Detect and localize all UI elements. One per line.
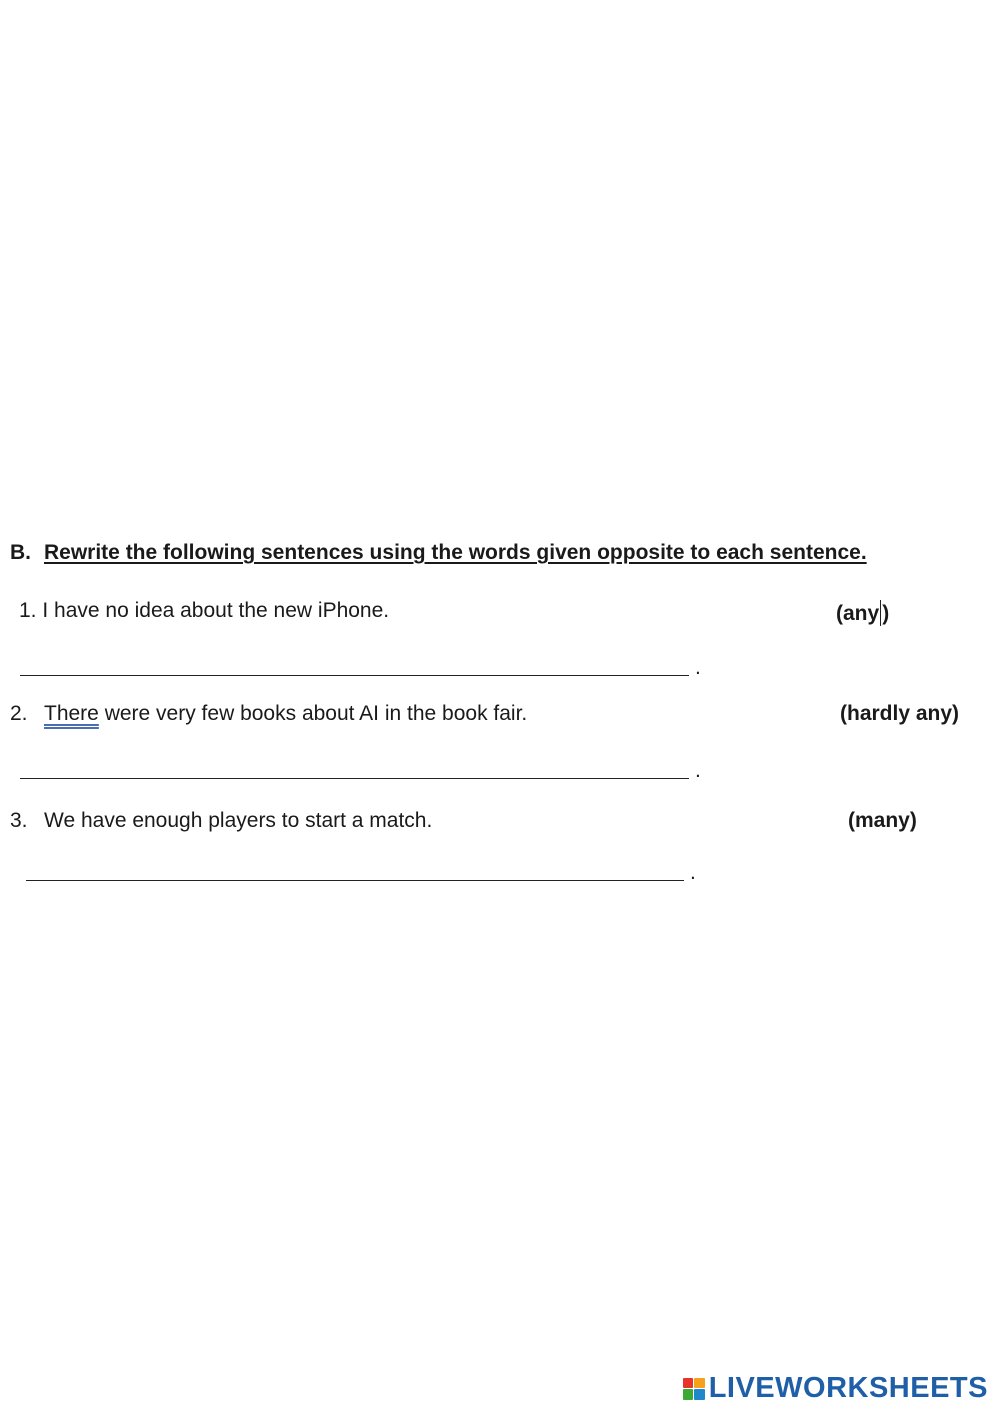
question-2-text: were very few books about AI in the book fair. bbox=[98, 702, 528, 725]
question-2 bbox=[10, 702, 527, 726]
question-2-hint: (hardly any) bbox=[840, 702, 960, 725]
question-3 bbox=[10, 809, 432, 833]
question-1 bbox=[19, 599, 389, 623]
liveworksheets-logo bbox=[683, 1372, 988, 1405]
question-1-hint-close: ) bbox=[882, 602, 890, 625]
question-3-number: 3. bbox=[10, 809, 28, 832]
answer-line-3[interactable] bbox=[26, 880, 684, 881]
logo-square-red bbox=[683, 1378, 694, 1389]
liveworksheets-logo-icon bbox=[683, 1378, 705, 1400]
answer-line-3-period: . bbox=[690, 861, 696, 884]
question-1-hint-open: (any bbox=[836, 602, 880, 625]
liveworksheets-logo-text: LIVEWORKSHEETS bbox=[708, 1372, 988, 1404]
question-3-hint: (many) bbox=[848, 809, 917, 832]
question-1-number: 1. bbox=[19, 599, 37, 622]
logo-square-blue bbox=[694, 1389, 705, 1400]
answer-line-1-period: . bbox=[695, 656, 701, 679]
logo-square-green bbox=[683, 1389, 694, 1400]
answer-line-2[interactable] bbox=[20, 778, 689, 779]
question-1-hint bbox=[836, 600, 889, 626]
answer-line-2-period: . bbox=[695, 759, 701, 782]
section-instruction: Rewrite the following sentences using the words given opposite to each sentence. bbox=[44, 541, 867, 564]
question-1-text: I have no idea about the new iPhone. bbox=[42, 599, 390, 622]
question-3-text: We have enough players to start a match. bbox=[44, 809, 433, 832]
question-2-number: 2. bbox=[10, 702, 28, 725]
question-2-grammar-flagged-word: There bbox=[44, 702, 99, 725]
logo-square-orange bbox=[694, 1378, 705, 1389]
section-letter: B. bbox=[10, 541, 31, 564]
answer-line-1[interactable] bbox=[20, 675, 689, 676]
section-heading bbox=[10, 541, 867, 565]
